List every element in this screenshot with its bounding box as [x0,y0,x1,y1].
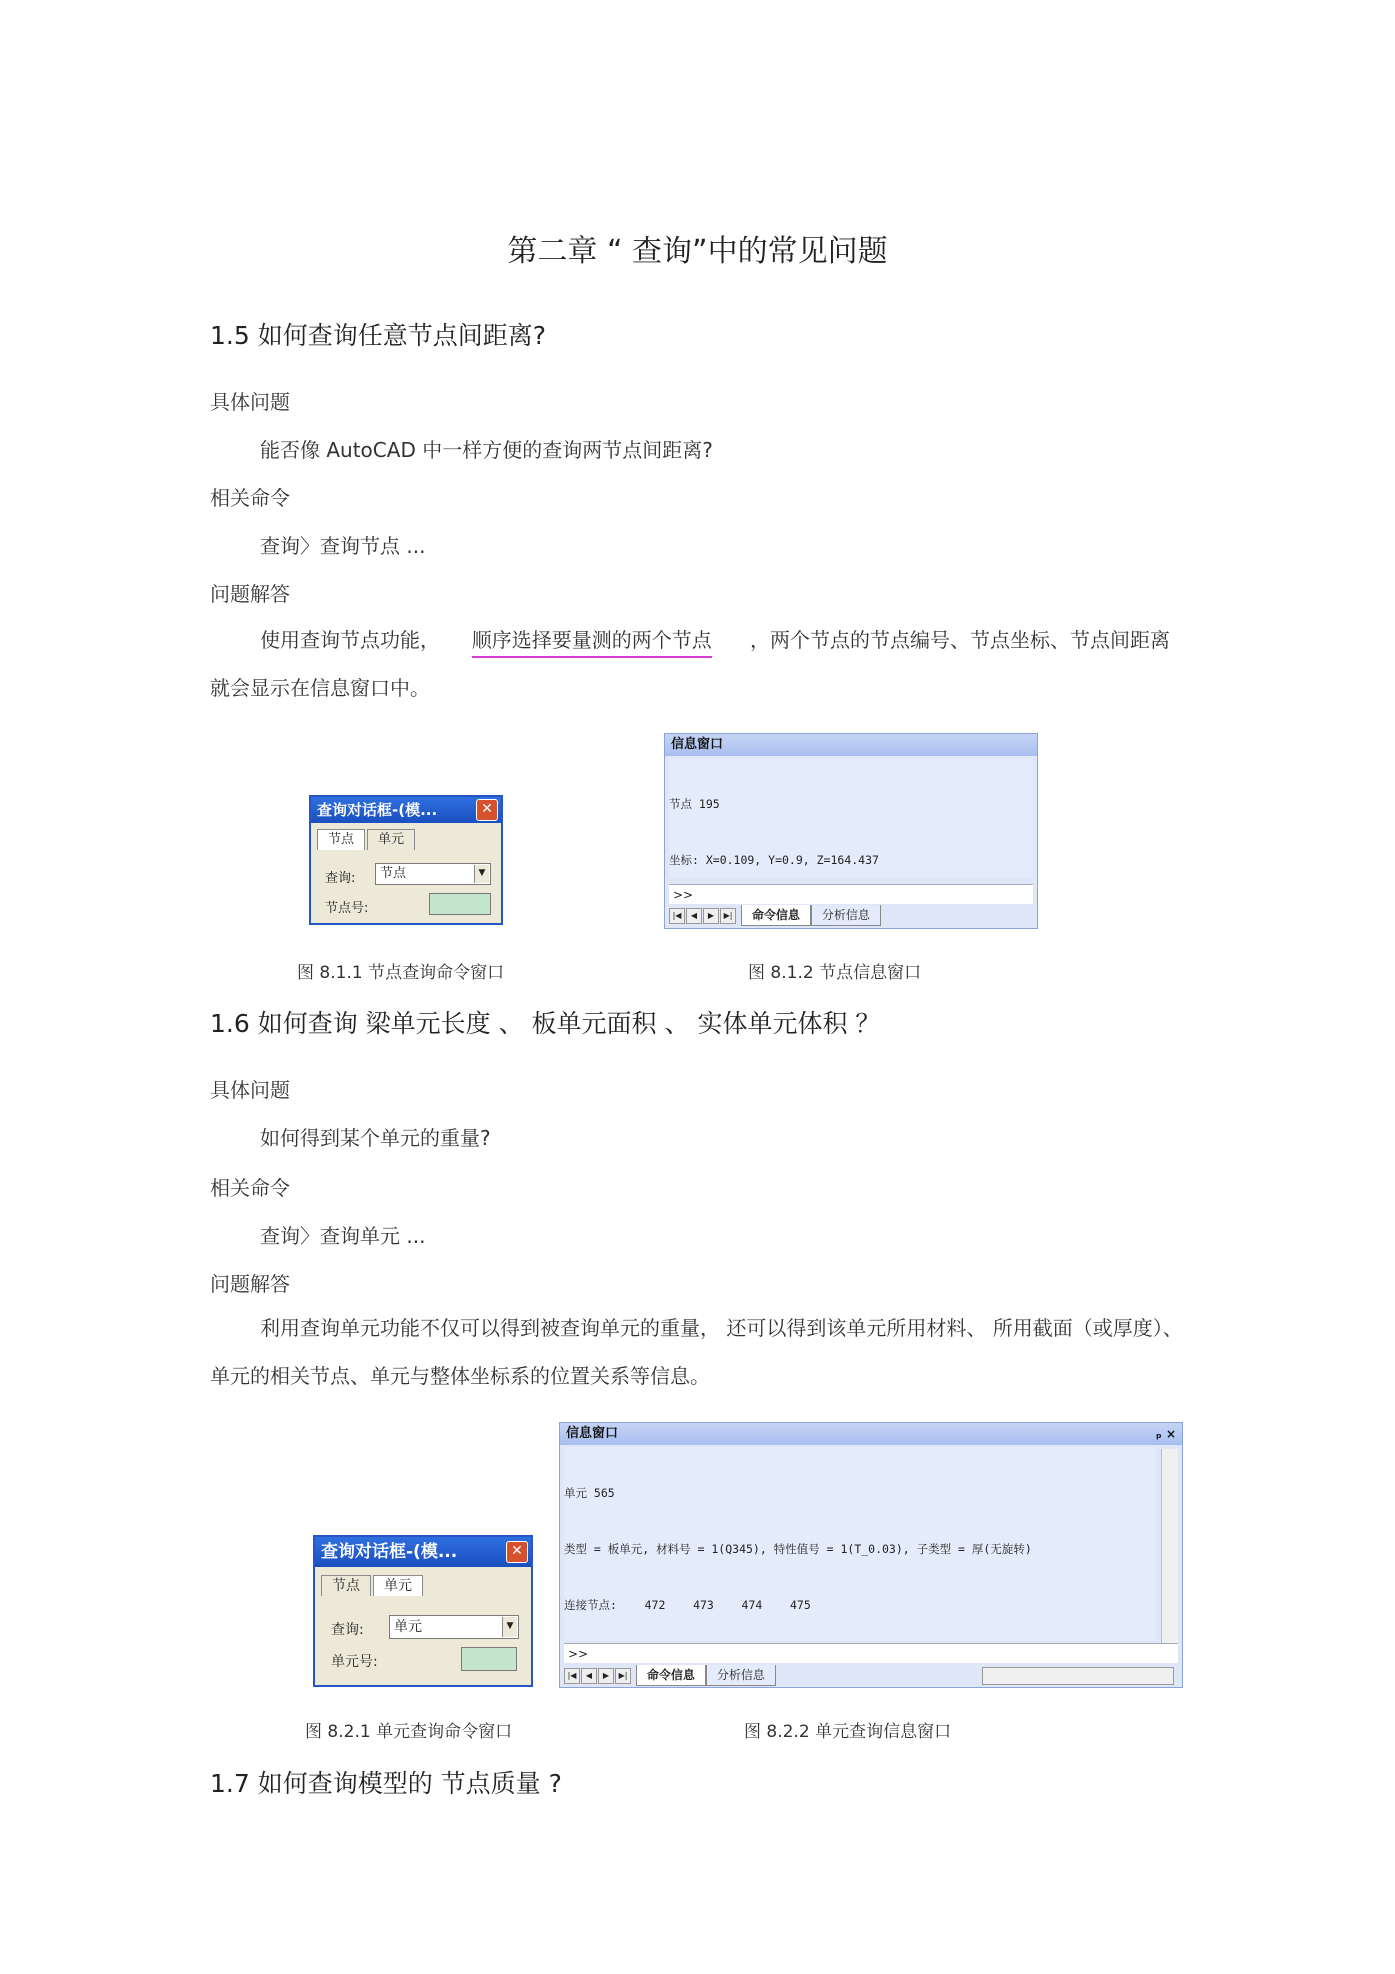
info-window-title: 信息窗口 [665,734,1037,756]
tab-node[interactable]: 节点 [321,1575,371,1596]
info-line: 坐标: X=0.109, Y=0.9, Z=164.437 [669,852,879,867]
s15-answer-pre: 使用查询节点功能， [260,628,440,652]
section-1-5-heading: 1.5 如何查询任意节点间距离? [210,321,546,350]
dialog-title-text: 查询对话框-(模... [317,801,438,819]
tab-analysis-info[interactable]: 分析信息 [706,1665,776,1686]
close-icon[interactable]: ✕ [476,799,498,821]
first-page-icon[interactable]: |◀ [564,1668,580,1684]
chevron-down-icon[interactable]: ▼ [502,1617,517,1637]
element-id-input[interactable] [461,1647,517,1671]
figure-8-2-2-caption: 图 8.2.2 单元查询信息窗口 [744,1722,952,1742]
dialog-title [311,797,501,823]
tab-command-info[interactable]: 命令信息 [741,905,811,926]
info-line: 类型 = 板单元, 材料号 = 1(Q345), 特性值号 = 1(T_0.03), 子类型 = 厚(无旋转) [564,1541,1032,1556]
element-query-dialog [313,1535,533,1687]
info-line: 单元 565 [564,1486,615,1501]
query-label: 查询: [325,871,356,886]
last-page-icon[interactable]: ▶| [615,1668,631,1684]
s16-answer-label: 问题解答 [210,1272,290,1296]
first-page-icon[interactable]: |◀ [669,908,685,924]
horizontal-scrollbar[interactable] [982,1667,1174,1685]
info-window-title-text: 信息窗口 [566,1426,619,1441]
s16-command-label: 相关命令 [210,1176,290,1200]
s15-question-label: 具体问题 [210,390,290,414]
node-info-body [669,758,1033,878]
chapter-title: 第二章 “ 查询”中的常见问题 [507,234,888,269]
s15-answer-post: ，两个节点的节点编号、节点坐标、节点间距离就会显示在信息窗口中。 [210,628,1170,700]
info-tabs [564,1665,1178,1685]
info-window-title [560,1423,1182,1445]
element-info-body [564,1447,1156,1641]
info-line: 连接节点: 472 473 474 475 [564,1597,811,1612]
section-1-7-heading: 1.7 如何查询模型的 节点质量 ? [210,1769,562,1798]
node-info-window [664,733,1038,929]
id-label: 单元号: [331,1654,378,1670]
tab-element[interactable]: 单元 [367,829,415,850]
query-label: 查询: [331,1622,364,1638]
dialog-tabs [321,1575,425,1597]
tab-analysis-info[interactable]: 分析信息 [811,905,881,926]
dialog-tabs [317,829,417,851]
query-type-select[interactable] [389,1615,519,1639]
s15-answer-label: 问题解答 [210,582,290,606]
info-line: 节点 195 [669,797,720,812]
s16-answer-text: 利用查询单元功能不仅可以得到被查询单元的重量， 还可以得到该单元所用材料、 所用截面（或厚度）、单元的相关节点、单元与整体坐标系的位置关系等信息。 [210,1316,1183,1388]
s15-question-text: 能否像 AutoCAD 中一样方便的查询两节点间距离? [260,438,713,462]
command-prompt[interactable]: >> [564,1643,1178,1663]
info-tabs [669,905,881,925]
figure-8-2-1-caption: 图 8.2.1 单元查询命令窗口 [305,1722,513,1742]
figure-8-1-1-caption: 图 8.1.1 节点查询命令窗口 [297,963,505,983]
query-type-value: 单元 [394,1619,422,1635]
tab-node[interactable]: 节点 [317,829,365,850]
figure-8-1-2-caption: 图 8.1.2 节点信息窗口 [748,963,922,983]
dialog-title [315,1537,531,1567]
s16-command-text: 查询〉查询单元 ... [260,1224,426,1248]
vertical-scrollbar[interactable] [1161,1449,1178,1645]
id-label: 节点号: [325,901,369,916]
query-type-value: 节点 [380,866,407,881]
chevron-down-icon[interactable]: ▼ [474,865,489,883]
s16-question-label: 具体问题 [210,1078,290,1102]
node-id-input[interactable] [429,893,491,915]
node-query-dialog [309,795,503,925]
dialog-title-text: 查询对话框-(模... [321,1542,458,1562]
s15-command-text: 查询〉查询节点 ... [260,534,426,558]
last-page-icon[interactable]: ▶| [720,908,736,924]
pin-close-icon[interactable]: ₚ × [1156,1427,1176,1441]
tab-command-info[interactable]: 命令信息 [636,1665,706,1686]
s15-answer-highlight: 顺序选择要量测的两个节点 [472,628,712,658]
s15-command-label: 相关命令 [210,486,290,510]
s15-answer-text [210,616,1185,712]
prev-page-icon[interactable]: ◀ [581,1668,597,1684]
element-info-window [559,1422,1183,1688]
query-type-select[interactable] [375,863,491,885]
s16-question-text: 如何得到某个单元的重量? [260,1126,491,1150]
prev-page-icon[interactable]: ◀ [686,908,702,924]
command-prompt[interactable]: >> [669,884,1033,904]
close-icon[interactable]: ✕ [506,1541,528,1563]
next-page-icon[interactable]: ▶ [703,908,719,924]
tab-element[interactable]: 单元 [373,1575,423,1596]
section-1-6-heading: 1.6 如何查询 梁单元长度 、 板单元面积 、 实体单元体积 ？ [210,1009,881,1038]
next-page-icon[interactable]: ▶ [598,1668,614,1684]
